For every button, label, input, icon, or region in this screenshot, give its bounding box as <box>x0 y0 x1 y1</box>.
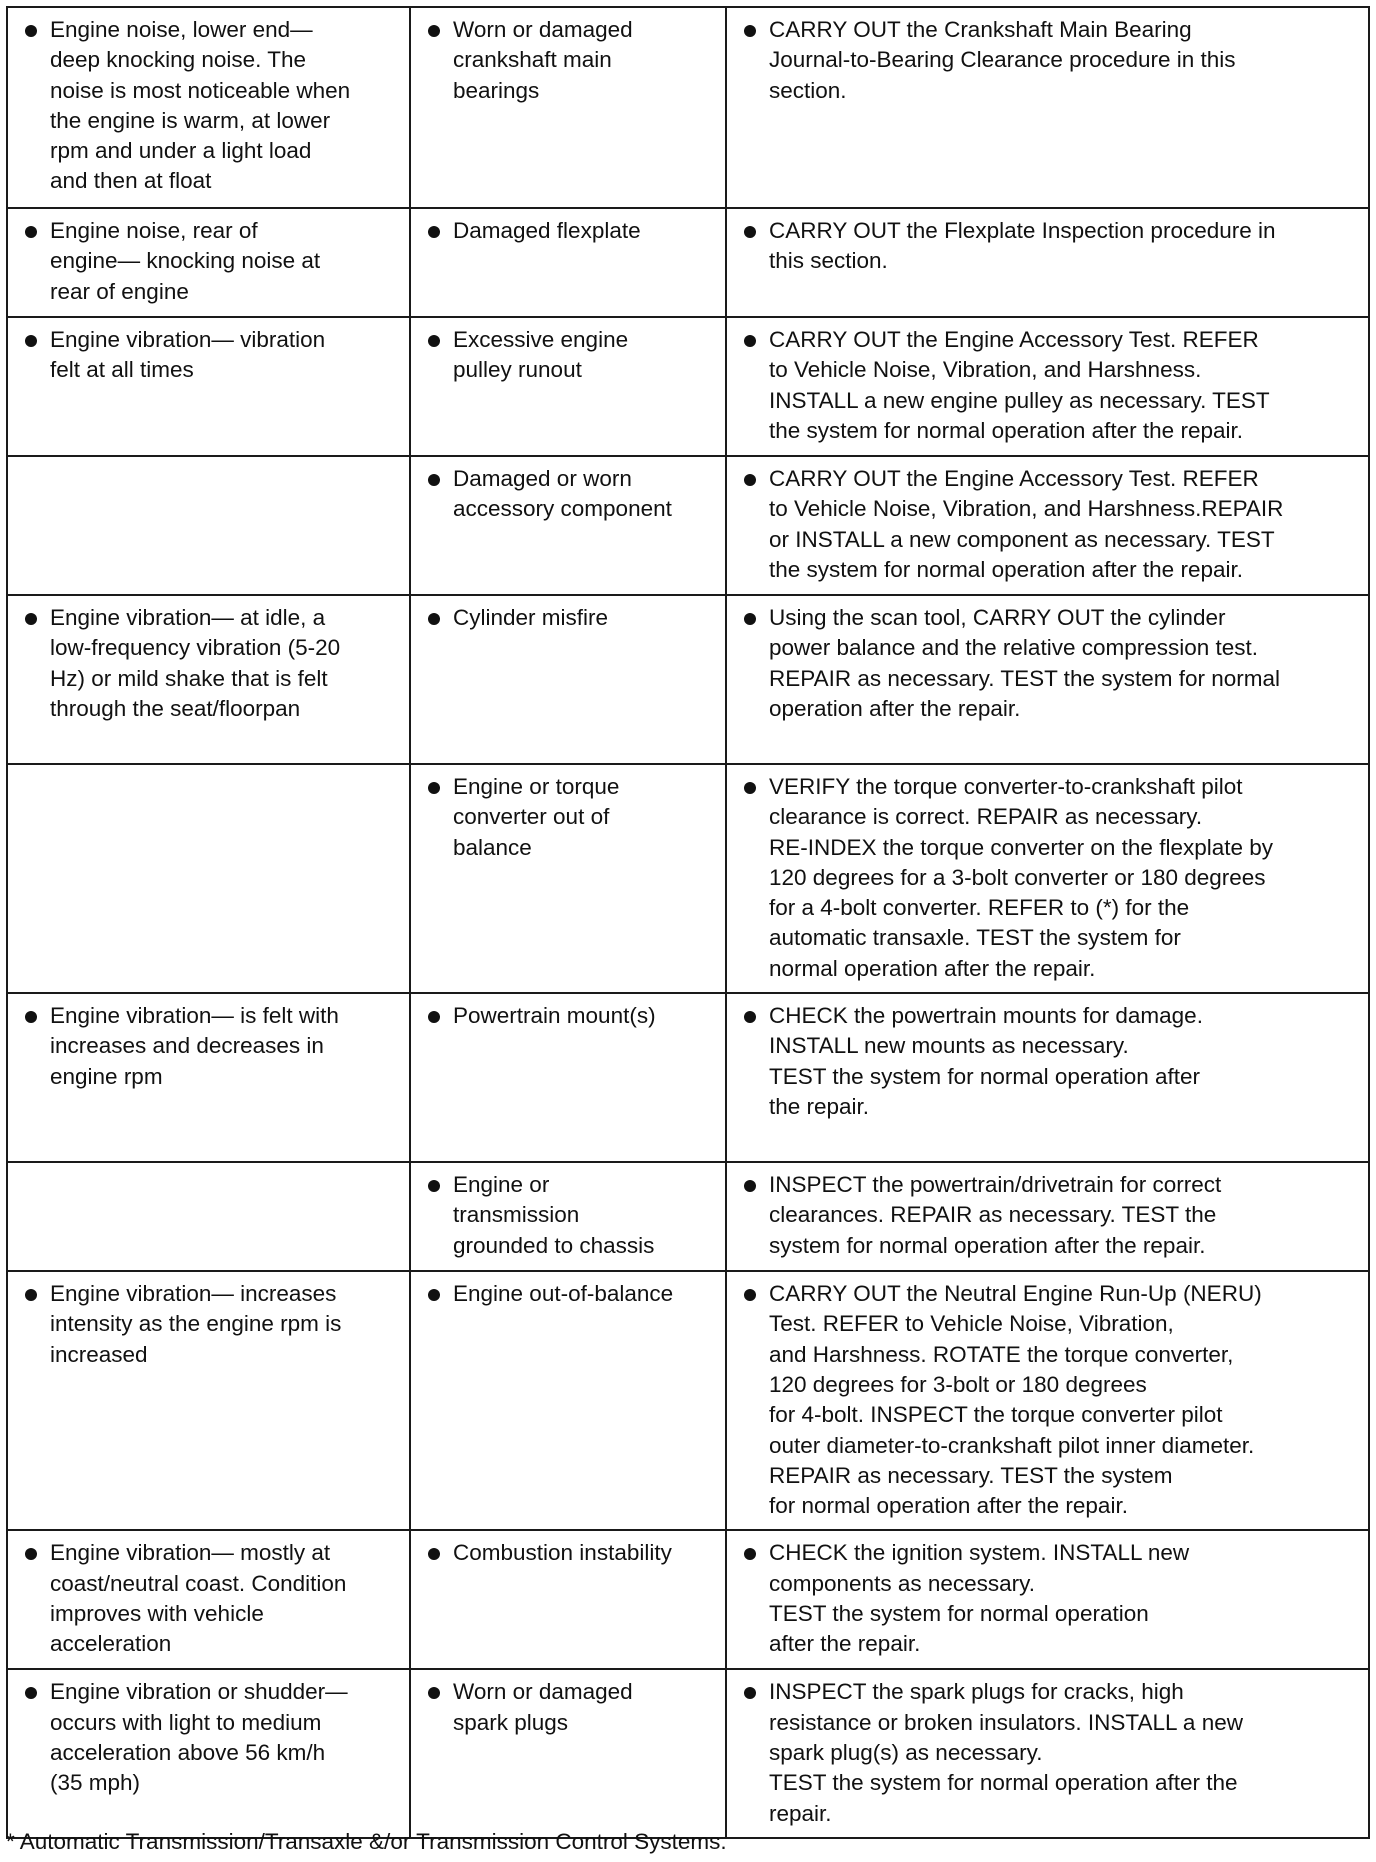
cause-cell <box>410 456 726 595</box>
action-cell-content <box>733 603 1362 724</box>
condition-cell-content <box>14 1279 403 1370</box>
action-cell <box>726 764 1369 993</box>
condition-cell <box>7 7 410 208</box>
condition-cell-content <box>14 216 403 307</box>
condition-cell <box>7 208 410 317</box>
condition-cell <box>7 993 410 1162</box>
bullet-icon <box>428 25 440 37</box>
action-cell-text: CARRY OUT the Crankshaft Main Bearing Journal-to-Bearing Clearance procedure in this section. <box>769 17 1236 103</box>
bullet-icon <box>428 782 440 794</box>
bullet-icon <box>25 335 37 347</box>
condition-cell-text: Engine vibration— increases intensity as the engine rpm is increased <box>50 1281 342 1367</box>
cause-cell-text: Excessive engine pulley runout <box>453 327 629 383</box>
bullet-icon <box>744 1289 756 1301</box>
cause-cell <box>410 1530 726 1669</box>
cause-cell-text: Engine or transmission grounded to chassis <box>453 1172 655 1258</box>
bullet-icon <box>744 1687 756 1699</box>
bullet-icon <box>744 1180 756 1192</box>
bullet-icon <box>428 1180 440 1192</box>
action-cell-text: VERIFY the torque converter-to-crankshaft pilot clearance is correct. REPAIR as necessary. RE-INDEX the torque converter on the flexplate by 120 degrees for a 3-bolt converter or 180 degrees for a 4-bolt converter. REFER to (*) for the automatic transaxle. TEST the system for normal operation after the repair. <box>769 774 1274 981</box>
cause-cell-text: Worn or damaged crankshaft main bearings <box>453 17 633 103</box>
action-cell-content <box>733 15 1362 106</box>
bullet-icon <box>428 1011 440 1023</box>
condition-cell <box>7 1530 410 1669</box>
action-cell <box>726 7 1369 208</box>
bullet-icon <box>428 613 440 625</box>
table-row <box>7 1162 1369 1271</box>
cause-cell-content <box>417 603 719 633</box>
condition-cell <box>7 456 410 595</box>
bullet-icon <box>744 1548 756 1560</box>
cause-cell <box>410 317 726 456</box>
footnote: * Automatic Transmission/Transaxle &/or Transmission Control Systems. <box>6 1829 727 1854</box>
condition-cell-text: Engine noise, rear of engine— knocking noise at rear of engine <box>50 218 321 304</box>
condition-cell <box>7 1162 410 1271</box>
bullet-icon <box>25 1548 37 1560</box>
bullet-icon <box>25 1687 37 1699</box>
action-cell-text: CARRY OUT the Flexplate Inspection procedure in this section. <box>769 218 1276 274</box>
action-cell-content <box>733 1170 1362 1261</box>
cause-cell-text: Engine or torque converter out of balance <box>453 774 620 860</box>
bullet-icon <box>744 335 756 347</box>
condition-cell-text: Engine vibration— vibration felt at all times <box>50 327 326 383</box>
action-cell-content <box>733 772 1362 984</box>
bullet-icon <box>25 1011 37 1023</box>
table-row <box>7 993 1369 1162</box>
action-cell <box>726 317 1369 456</box>
cause-cell-text: Combustion instability <box>453 1540 672 1566</box>
cause-cell-text: Engine out-of-balance <box>453 1281 674 1307</box>
action-cell-content <box>733 1677 1362 1828</box>
action-cell <box>726 595 1369 764</box>
action-cell <box>726 1530 1369 1669</box>
table-row <box>7 1271 1369 1530</box>
bullet-icon <box>428 1289 440 1301</box>
table-row <box>7 317 1369 456</box>
condition-cell-text: Engine vibration— mostly at coast/neutral coast. Condition improves with vehicle acceleration <box>50 1540 347 1657</box>
diagnosis-document <box>6 6 1370 1839</box>
action-cell-text: CARRY OUT the Neutral Engine Run-Up (NERU) Test. REFER to Vehicle Noise, Vibration, and Harshness. ROTATE the torque converter, 120 degrees for 3-bolt or 180 degrees for 4-bolt. INSPECT the torque converter pilot outer diameter-to-crankshaft pilot inner diameter. REPAIR as necessary. TEST the system for normal operation after the repair. <box>769 1281 1262 1519</box>
condition-cell-content <box>14 325 403 386</box>
condition-cell-content <box>14 603 403 724</box>
cause-cell <box>410 1162 726 1271</box>
cause-cell <box>410 764 726 993</box>
condition-cell <box>7 595 410 764</box>
condition-cell <box>7 764 410 993</box>
cause-cell <box>410 993 726 1162</box>
table-row <box>7 7 1369 208</box>
action-cell <box>726 1669 1369 1838</box>
bullet-icon <box>744 25 756 37</box>
cause-cell-content <box>417 1538 719 1568</box>
bullet-icon <box>428 474 440 486</box>
cause-cell-content <box>417 216 719 246</box>
cause-cell-text: Cylinder misfire <box>453 605 609 630</box>
cause-cell-content <box>417 1279 719 1309</box>
action-cell-text: INSPECT the powertrain/drivetrain for correct clearances. REPAIR as necessary. TEST the system for normal operation after the repair. <box>769 1172 1222 1258</box>
condition-cell-content <box>14 1001 403 1092</box>
action-cell-content <box>733 1279 1362 1521</box>
cause-cell <box>410 7 726 208</box>
condition-cell <box>7 1271 410 1530</box>
symptom-rows <box>7 7 1369 1838</box>
cause-cell-content <box>417 325 719 386</box>
action-cell <box>726 208 1369 317</box>
cause-cell-text: Powertrain mount(s) <box>453 1003 656 1029</box>
action-cell <box>726 456 1369 595</box>
bullet-icon <box>744 226 756 238</box>
condition-cell-text: Engine vibration— at idle, a low-frequency vibration (5-20 Hz) or mild shake that is felt through the seat/floorpan <box>50 605 341 721</box>
condition-cell <box>7 317 410 456</box>
cause-cell-text: Damaged or worn accessory component <box>453 466 672 522</box>
bullet-icon <box>25 25 37 37</box>
action-cell-text: INSPECT the spark plugs for cracks, high resistance or broken insulators. INSTALL a new spark plug(s) as necessary. TEST the system for normal operation after the repair. <box>769 1679 1243 1826</box>
cause-cell-text: Damaged flexplate <box>453 218 641 243</box>
table-row <box>7 1669 1369 1838</box>
cause-cell-content <box>417 1170 719 1261</box>
condition-cell-content <box>14 1538 403 1659</box>
table-row <box>7 764 1369 993</box>
bullet-icon <box>25 226 37 238</box>
cause-cell-content <box>417 1001 719 1031</box>
bullet-icon <box>744 1011 756 1023</box>
cause-cell-text: Worn or damaged spark plugs <box>453 1679 633 1735</box>
action-cell <box>726 993 1369 1162</box>
action-cell-text: CARRY OUT the Engine Accessory Test. REFER to Vehicle Noise, Vibration, and Harshness. INSTALL a new engine pulley as necessary. TEST the system for normal operation after the repair. <box>769 327 1270 443</box>
bullet-icon <box>744 782 756 794</box>
bullet-icon <box>428 335 440 347</box>
table-row <box>7 595 1369 764</box>
cause-cell <box>410 1669 726 1838</box>
bullet-icon <box>428 1687 440 1699</box>
cause-cell-content <box>417 1677 719 1738</box>
table-row <box>7 208 1369 317</box>
action-cell-content <box>733 216 1362 277</box>
bullet-icon <box>428 1548 440 1560</box>
condition-cell <box>7 1669 410 1838</box>
symptom-chart-table <box>6 6 1370 1839</box>
cause-cell <box>410 595 726 764</box>
cause-cell <box>410 208 726 317</box>
action-cell-text: CARRY OUT the Engine Accessory Test. REFER to Vehicle Noise, Vibration, and Harshness.REPAIR or INSTALL a new component as necessary. TEST the system for normal operation after the repair. <box>769 466 1284 582</box>
action-cell-content <box>733 1001 1362 1122</box>
bullet-icon <box>25 1289 37 1301</box>
bullet-icon <box>428 226 440 238</box>
action-cell-text: CHECK the ignition system. INSTALL new components as necessary. TEST the system for normal operation after the repair. <box>769 1540 1190 1657</box>
cause-cell-content <box>417 772 719 863</box>
bullet-icon <box>744 613 756 625</box>
action-cell-content <box>733 1538 1362 1659</box>
cause-cell <box>410 1271 726 1530</box>
table-row <box>7 1530 1369 1669</box>
condition-cell-text: Engine vibration— is felt with increases and decreases in engine rpm <box>50 1003 339 1089</box>
bullet-icon <box>25 613 37 625</box>
table-row <box>7 456 1369 595</box>
condition-cell-text: Engine noise, lower end— deep knocking noise. The noise is most noticeable when the engine is warm, at lower rpm and under a light load and then at float <box>50 17 351 194</box>
action-cell <box>726 1162 1369 1271</box>
condition-cell-content <box>14 15 403 197</box>
bullet-icon <box>744 474 756 486</box>
cause-cell-content <box>417 464 719 525</box>
condition-cell-text: Engine vibration or shudder— occurs with light to medium acceleration above 56 km/h (35 mph) <box>50 1679 348 1796</box>
cause-cell-content <box>417 15 719 106</box>
action-cell-content <box>733 325 1362 446</box>
action-cell-content <box>733 464 1362 585</box>
condition-cell-content <box>14 1677 403 1798</box>
action-cell-text: Using the scan tool, CARRY OUT the cylinder power balance and the relative compression test. REPAIR as necessary. TEST the system for normal operation after the repair. <box>769 605 1281 721</box>
action-cell-text: CHECK the powertrain mounts for damage. INSTALL new mounts as necessary. TEST the system for normal operation after the repair. <box>769 1003 1203 1119</box>
action-cell <box>726 1271 1369 1530</box>
